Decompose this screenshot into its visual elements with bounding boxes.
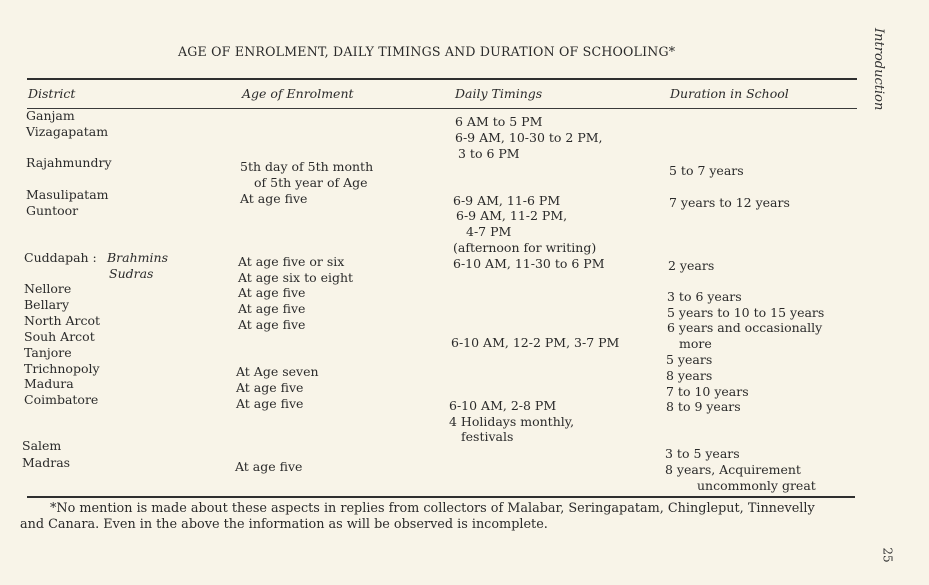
duration-trichnopoly: 8 years <box>666 368 713 383</box>
age-madras: At age five <box>235 459 303 474</box>
district-vizagapatam: Vizagapatam <box>26 124 109 139</box>
header-district: District <box>28 86 76 101</box>
timing-vizagapatam-2: 3 to 6 PM <box>458 146 520 161</box>
age-madura: At age five <box>236 380 304 395</box>
district-salem: Salem <box>22 438 62 453</box>
district-south-arcot: Souh Arcot <box>24 329 95 344</box>
duration-madras-2: uncommonly great <box>697 478 816 493</box>
timing-guntoor-3: (afternoon for writing) <box>453 240 597 255</box>
duration-coimbatore: 8 to 9 years <box>666 399 741 414</box>
duration-tanjore: 5 years <box>666 352 713 367</box>
duration-rajahmundry: 5 to 7 years <box>669 163 744 178</box>
age-bellary: At age five <box>238 301 306 316</box>
age-rajahmundry-1: 5th day of 5th month <box>240 159 374 174</box>
duration-north-arcot-1: 6 years and occasionally <box>667 320 823 335</box>
bottom-rule <box>27 496 855 498</box>
district-bellary: Bellary <box>24 297 70 312</box>
header-age: Age of Enrolment <box>242 86 354 101</box>
age-nellore: At age five <box>238 285 306 300</box>
age-masulipatam: At age five <box>240 191 308 206</box>
header-timings: Daily Timings <box>455 86 543 101</box>
duration-nellore: 3 to 6 years <box>667 289 742 304</box>
district-madura: Madura <box>24 376 74 391</box>
duration-madras-1: 8 years, Acquirement <box>665 462 801 477</box>
district-cuddapah: Cuddapah : <box>24 250 97 265</box>
age-rajahmundry-2: of 5th year of Age <box>254 175 368 190</box>
age-trichnopoly: At Age seven <box>236 364 319 379</box>
timing-guntoor-1: 6-9 AM, 11-2 PM, <box>456 208 568 223</box>
district-madras: Madras <box>22 455 71 470</box>
timing-masulipatam: 6-9 AM, 11-6 PM <box>453 193 561 208</box>
age-coimbatore: At age five <box>236 396 304 411</box>
top-rule <box>27 78 857 80</box>
district-rajahmundry: Rajahmundry <box>26 155 112 170</box>
district-sudras: Sudras <box>109 266 154 281</box>
timing-guntoor-2: 4-7 PM <box>466 224 512 239</box>
duration-salem: 3 to 5 years <box>665 446 740 461</box>
age-brahmins: At age five or six <box>238 254 345 269</box>
page-title: AGE OF ENROLMENT, DAILY TIMINGS AND DURATION OF SCHOOLING* <box>178 44 676 59</box>
district-trichnopoly: Trichnopoly <box>24 361 100 376</box>
age-north-arcot: At age five <box>238 317 306 332</box>
timing-coimbatore: 6-10 AM, 2-8 PM <box>449 398 557 413</box>
footnote-line-2: and Canara. Even in the above the information as will be observed is incomplete. <box>20 517 548 532</box>
timing-holidays-1: 4 Holidays monthly, <box>449 414 575 429</box>
district-coimbatore: Coimbatore <box>24 392 99 407</box>
footnote-line-1: *No mention is made about these aspects in replies from collectors of Malabar, Seringapatam, Chingleput, Tinnevelly <box>50 501 815 516</box>
timing-holidays-2: festivals <box>461 429 514 444</box>
side-header: Introduction <box>871 28 886 111</box>
duration-north-arcot-2: more <box>679 336 712 351</box>
duration-masulipatam: 7 years to 12 years <box>669 195 790 210</box>
page-number: 25 <box>880 547 895 563</box>
district-ganjam: Ganjam <box>26 108 75 123</box>
age-sudras: At age six to eight <box>238 270 354 285</box>
timing-ganjam: 6 AM to 5 PM <box>455 114 543 129</box>
timing-south-arcot: 6-10 AM, 12-2 PM, 3-7 PM <box>451 335 620 350</box>
header-duration: Duration in School <box>670 86 789 101</box>
duration-cuddapah: 2 years <box>668 258 715 273</box>
district-tanjore: Tanjore <box>24 345 72 360</box>
district-nellore: Nellore <box>24 281 72 296</box>
district-masulipatam: Masulipatam <box>26 187 109 202</box>
timing-cuddapah: 6-10 AM, 11-30 to 6 PM <box>453 256 605 271</box>
district-north-arcot: North Arcot <box>24 313 101 328</box>
duration-bellary: 5 years to 10 to 15 years <box>667 305 825 320</box>
duration-madura: 7 to 10 years <box>666 384 749 399</box>
district-brahmins: Brahmins <box>107 250 168 265</box>
timing-vizagapatam-1: 6-9 AM, 10-30 to 2 PM, <box>455 130 603 145</box>
header-rule <box>27 108 857 109</box>
district-guntoor: Guntoor <box>26 203 79 218</box>
